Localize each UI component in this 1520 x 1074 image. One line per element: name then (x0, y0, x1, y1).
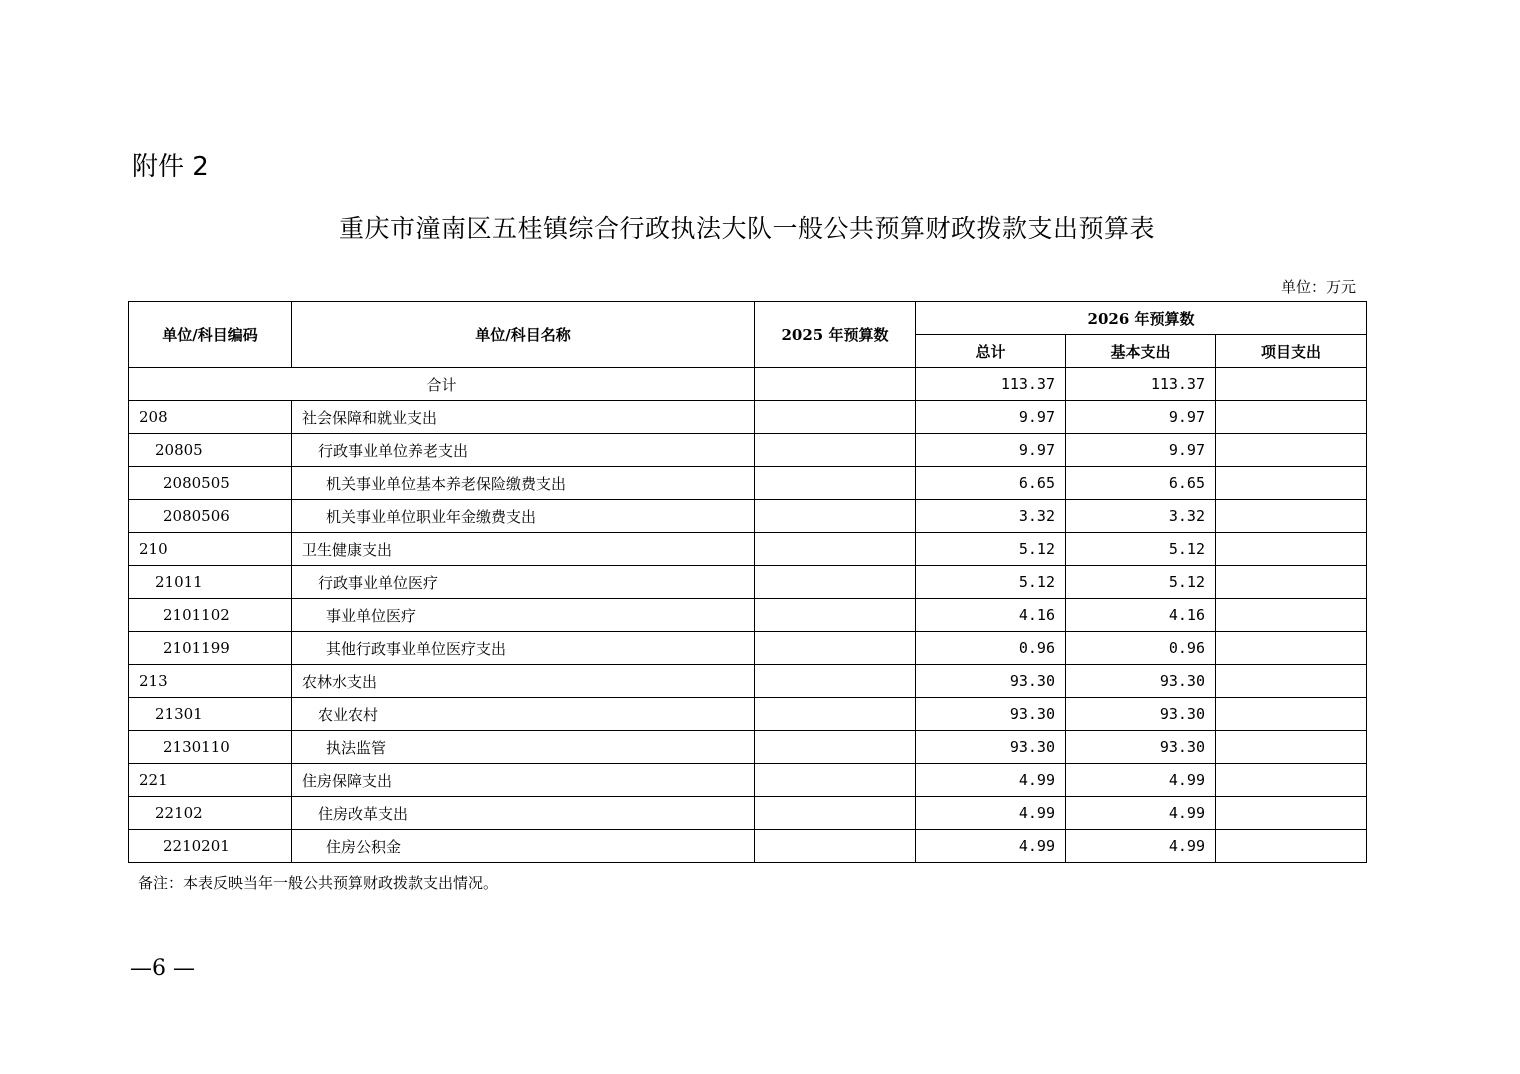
table-row (129, 632, 1367, 665)
row-prev (755, 533, 916, 566)
row-prev (755, 434, 916, 467)
header-total: 总计 (916, 335, 1066, 368)
row-code: 2210201 (129, 830, 292, 863)
row-prev (755, 632, 916, 665)
row-total: 0.96 (916, 632, 1066, 665)
row-code: 2080505 (129, 467, 292, 500)
row-project (1216, 434, 1367, 467)
row-total: 4.99 (916, 797, 1066, 830)
row-name: 执法监管 (292, 731, 755, 764)
row-prev (755, 764, 916, 797)
row-code: 22102 (129, 797, 292, 830)
row-prev (755, 467, 916, 500)
row-project (1216, 731, 1367, 764)
row-name: 农业农村 (292, 698, 755, 731)
table-row (129, 665, 1367, 698)
page-number: —6 — (130, 956, 195, 981)
row-name: 机关事业单位职业年金缴费支出 (292, 500, 755, 533)
row-project (1216, 764, 1367, 797)
table-row (129, 533, 1367, 566)
row-prev (755, 731, 916, 764)
unit-label: 单位：万元 (1280, 278, 1356, 296)
total-row (129, 368, 1367, 401)
document-title: 重庆市潼南区五桂镇综合行政执法大队一般公共预算财政拨款支出预算表 (338, 214, 1155, 243)
row-total: 5.12 (916, 566, 1066, 599)
row-prev (755, 698, 916, 731)
table-row (129, 698, 1367, 731)
row-basic: 5.12 (1066, 566, 1216, 599)
table-row (129, 797, 1367, 830)
row-name: 住房公积金 (292, 830, 755, 863)
row-total: 9.97 (916, 434, 1066, 467)
row-code: 210 (129, 533, 292, 566)
row-name: 其他行政事业单位医疗支出 (292, 632, 755, 665)
row-basic: 4.99 (1066, 764, 1216, 797)
table-row (129, 467, 1367, 500)
row-name: 机关事业单位基本养老保险缴费支出 (292, 467, 755, 500)
header-name: 单位/科目名称 (292, 302, 755, 368)
row-basic: 6.65 (1066, 467, 1216, 500)
row-prev (755, 500, 916, 533)
row-name: 行政事业单位医疗 (292, 566, 755, 599)
header-cur-budget: 2026 年预算数 (916, 302, 1367, 335)
row-prev (755, 599, 916, 632)
table-row (129, 566, 1367, 599)
row-code: 20805 (129, 434, 292, 467)
table-row (129, 599, 1367, 632)
row-project (1216, 533, 1367, 566)
header-basic: 基本支出 (1066, 335, 1216, 368)
row-prev (755, 797, 916, 830)
row-project (1216, 500, 1367, 533)
table-row (129, 731, 1367, 764)
row-basic: 3.32 (1066, 500, 1216, 533)
table-row (129, 830, 1367, 863)
header-project: 项目支出 (1216, 335, 1367, 368)
table-row (129, 764, 1367, 797)
row-total: 4.16 (916, 599, 1066, 632)
row-total: 5.12 (916, 533, 1066, 566)
row-prev (755, 566, 916, 599)
row-code: 21301 (129, 698, 292, 731)
row-project (1216, 566, 1367, 599)
row-total: 4.99 (916, 830, 1066, 863)
row-total: 93.30 (916, 731, 1066, 764)
row-basic: 9.97 (1066, 434, 1216, 467)
row-project (1216, 830, 1367, 863)
row-total: 3.32 (916, 500, 1066, 533)
row-basic: 0.96 (1066, 632, 1216, 665)
row-code: 21011 (129, 566, 292, 599)
row-name: 卫生健康支出 (292, 533, 755, 566)
row-project (1216, 797, 1367, 830)
row-project (1216, 632, 1367, 665)
row-total: 4.99 (916, 764, 1066, 797)
row-basic: 9.97 (1066, 401, 1216, 434)
row-basic: 4.99 (1066, 797, 1216, 830)
header-code: 单位/科目编码 (129, 302, 292, 368)
row-name: 社会保障和就业支出 (292, 401, 755, 434)
row-total: 9.97 (916, 401, 1066, 434)
total-total: 113.37 (916, 368, 1066, 401)
attachment-label: 附件 2 (132, 152, 209, 182)
row-total: 93.30 (916, 665, 1066, 698)
header-prev-budget: 2025 年预算数 (755, 302, 916, 368)
budget-table (128, 301, 1367, 863)
row-code: 2080506 (129, 500, 292, 533)
table-row (129, 434, 1367, 467)
row-name: 行政事业单位养老支出 (292, 434, 755, 467)
row-code: 2101199 (129, 632, 292, 665)
row-basic: 93.30 (1066, 665, 1216, 698)
row-name: 事业单位医疗 (292, 599, 755, 632)
row-prev (755, 665, 916, 698)
row-code: 208 (129, 401, 292, 434)
total-prev (755, 368, 916, 401)
row-project (1216, 467, 1367, 500)
row-basic: 4.16 (1066, 599, 1216, 632)
row-prev (755, 830, 916, 863)
row-project (1216, 401, 1367, 434)
row-basic: 5.12 (1066, 533, 1216, 566)
row-name: 农林水支出 (292, 665, 755, 698)
row-code: 2101102 (129, 599, 292, 632)
row-project (1216, 599, 1367, 632)
row-project (1216, 665, 1367, 698)
row-basic: 93.30 (1066, 698, 1216, 731)
table-row (129, 401, 1367, 434)
row-code: 213 (129, 665, 292, 698)
table-note: 备注：本表反映当年一般公共预算财政拨款支出情况。 (138, 874, 499, 892)
row-name: 住房保障支出 (292, 764, 755, 797)
row-total: 6.65 (916, 467, 1066, 500)
row-prev (755, 401, 916, 434)
row-total: 93.30 (916, 698, 1066, 731)
total-basic: 113.37 (1066, 368, 1216, 401)
total-project (1216, 368, 1367, 401)
total-label: 合计 (129, 368, 755, 401)
row-name: 住房改革支出 (292, 797, 755, 830)
row-code: 221 (129, 764, 292, 797)
row-project (1216, 698, 1367, 731)
row-code: 2130110 (129, 731, 292, 764)
row-basic: 4.99 (1066, 830, 1216, 863)
table-row (129, 500, 1367, 533)
row-basic: 93.30 (1066, 731, 1216, 764)
